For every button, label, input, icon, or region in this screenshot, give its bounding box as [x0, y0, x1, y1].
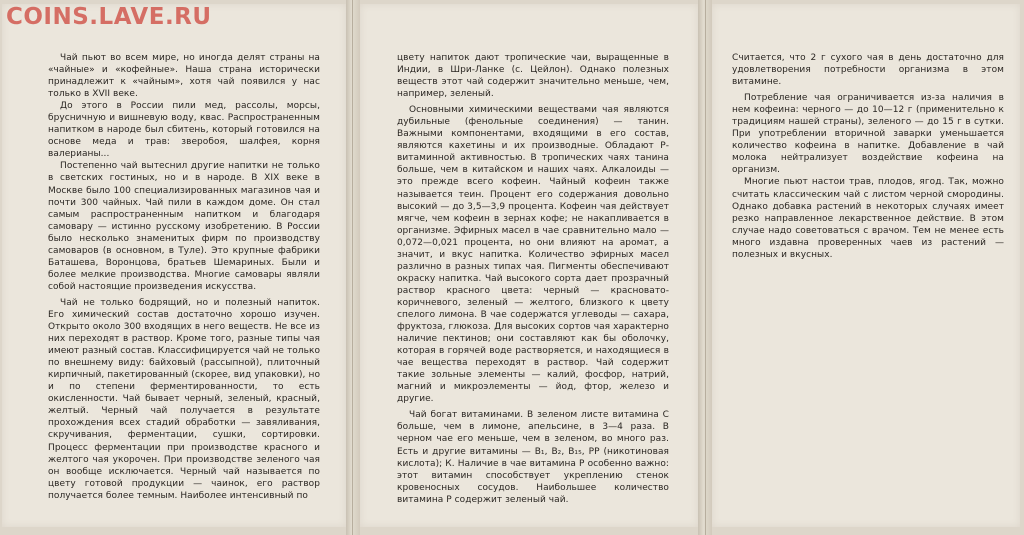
paragraph: Считается, что 2 г сухого чая в день достаточно для удовлетворения потребности организма в этом витамине.	[732, 53, 1004, 88]
paragraph: До этого в России пили мед, рассолы, морсы, брусничную и вишневую воду, квас. Распространенным напитком в народе был сбитень, который готовился на основе меда и трав: зверобоя, шалфея, корня валерианы...	[48, 101, 320, 160]
text-column-1	[48, 52, 320, 502]
paragraph: Чай пьют во всем мире, но иногда делят страны на «чайные» и «кофейные». Наша страна исторически принадлежит к «чайным», хотя чай появился у нас только в XVII веке.	[48, 53, 320, 100]
text-column-3	[732, 52, 1004, 261]
fold-crease	[705, 0, 706, 535]
paragraph: Потребление чая ограничивается из-за наличия в нем кофеина: черного — до 10—12 г (применительно к традициям нашей страны), зеленого — до 15 г в сутки. При употреблении вторичной заварки уменьшается количество кофеина в напитке. Добавление в чай молока нейтрализует воздействие кофеина на организм.	[732, 93, 1004, 176]
fold-crease	[352, 0, 353, 535]
text-column-2	[397, 52, 669, 506]
paragraph: Чай богат витаминами. В зеленом листе витамина С больше, чем в лимоне, апельсине, в 3—4 раза. В черном чае его меньше, чем в зеленом, во много раз. Есть и другие витамины — B₁, B₂, B₁₅, PP (никотиновая кислота); К. Наличие в чае витамина Р особенно важно: этот витамин способствует укреплению стенок кровеносных сосудов. Наибольшее количество витамина Р содержит зеленый чай.	[397, 410, 669, 505]
site-watermark: COINS.LAVE.RU	[6, 4, 212, 30]
paragraph: цвету напиток дают тропические чаи, выращенные в Индии, в Шри-Ланке (с. Цейлон). Однако полезных веществ этот чай содержит значительно меньше, чем, например, зеленый.	[397, 53, 669, 100]
paragraph: Многие пьют настои трав, плодов, ягод. Так, можно считать классическим чай с листом черной смородины. Однако добавка растений в некоторых случаях имеет резко направленное лекарственное действие. В этом случае надо советоваться с врачом. Тем не менее есть много издавна проверенных чаев из растений — полезных и вкусных.	[732, 177, 1004, 260]
paragraph: Чай не только бодрящий, но и полезный напиток. Его химический состав достаточно хорошо изучен. Открыто около 300 входящих в него веществ. Не все из них переходят в раствор. Кроме того, разные типы чая имеют разный состав. Классифицируется чай не только по внешнему виду: байховый (рассыпной), плиточный кирпичный, пакетированный (скорее, вид упаковки), но и по степени ферментированности, то есть окисленности. Чай бывает черный, зеленый, красный, желтый. Черный чай получается в результате прохождения всех стадий обработки — завяливания, скручивания, ферментации, сушки, сортировки. Процесс ферментации при производстве красного и желтого чая укорочен. При производстве зеленого чая он вообще исключается. Черный чай называется по цвету готовой продукции — чаинок, его раствор получается более темным. Наиболее интенсивный по	[48, 297, 320, 501]
paragraph: Основными химическими веществами чая являются дубильные (фенольные соединения) — танин. Важными компонентами, входящими в его состав, являются кахетины и их производные. Обладают Р-витаминной активностью. В тропических чаях танина больше, чем в китайском и наших чаях. Алкалоиды — это прежде всего кофеин. Чайный кофеин также называется теин. Процент его содержания довольно высокий — до 3,5—3,9 процента. Кофеин чая действует мягче, чем кофеин в зернах кофе; не накапливается в организме. Эфирных масел в чае сравнительно мало — 0,072—0,021 процента, но они влияют на аромат, а значит, и вкус напитка. Количество эфирных масел различно в разных типах чая. Пигменты обеспечивают окраску напитка. Чай высокого сорта дает прозрачный раствор красного цвета: черный — красновато-коричневого, зеленый — желтого, близкого к цвету спелого лимона. В чае содержатся углеводы — сахара, фруктоза, глюкоза. Для высоких сортов чая характерно наличие пектинов; они составляют как бы оболочку, которая в горячей воде растворяется, и находящиеся в чае вещества переходят в раствор. Чай содержит такие зольные элементы — калий, фосфор, натрий, магний и микроэлементы — йод, фтор, железо и другие.	[397, 105, 669, 405]
fold-gap	[346, 0, 360, 535]
paragraph: Постепенно чай вытеснил другие напитки не только в светских гостиных, но и в народе. В XIX веке в Москве было 100 специализированных магазинов чая и почти 300 чайных. Чай пили в каждом доме. Он стал самым распространенным напитком и благодаря самовару — истинно русскому изобретению. В России было несколько знаменитых фирм по производству самоваров (в основном, в Туле). Это крупные фабрики Баташева, Воронцова, братьев Шемариных. Были и более мелкие производства. Многие самовары являли собой настоящие произведения искусства.	[48, 161, 320, 292]
